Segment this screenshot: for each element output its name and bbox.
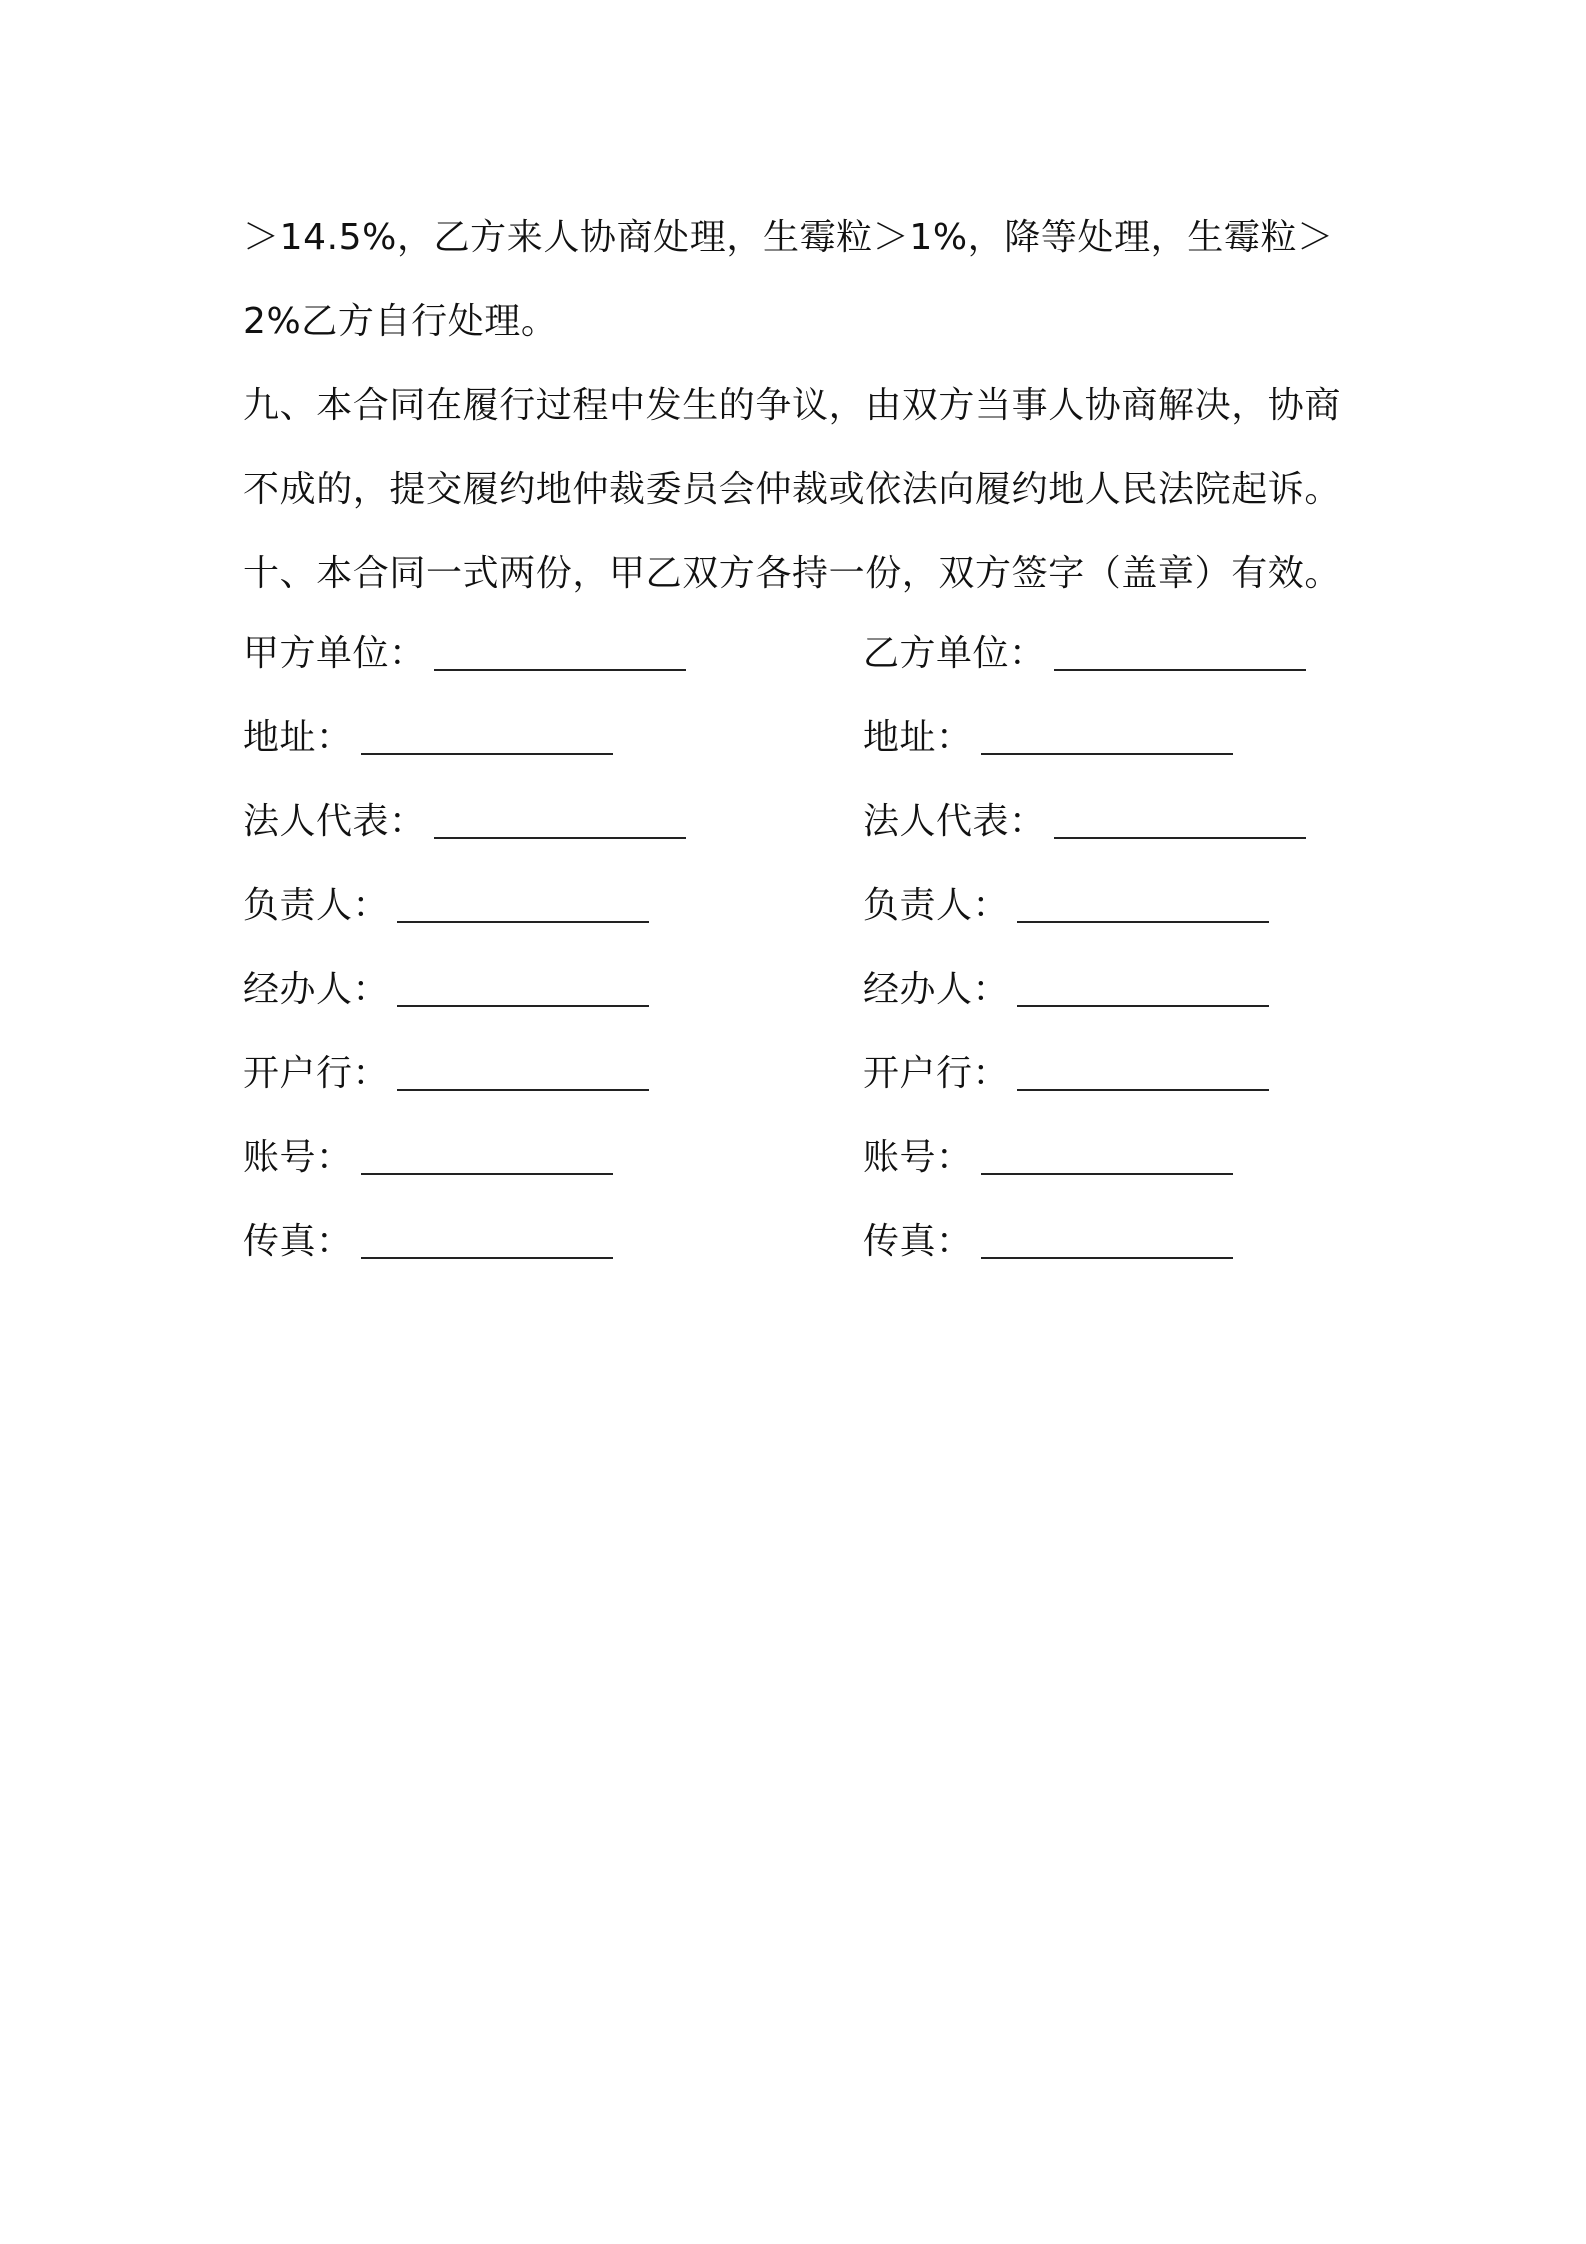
party-a-bank-blank: [397, 1045, 649, 1091]
party-b-field: [863, 696, 1358, 780]
party-b-field: [863, 1200, 1358, 1284]
clause-ten: 十、本合同一式两份，甲乙双方各持一份，双方签字（盖章）有效。: [243, 553, 1342, 594]
party-a-person-in-charge-label: 负责人：: [243, 885, 390, 926]
party-b-person-in-charge-label: 负责人：: [863, 885, 1010, 926]
party-a-unit-label: 甲方单位：: [243, 633, 426, 674]
party-a-legal-rep-blank: [434, 793, 686, 839]
party-b-legal-rep-label: 法人代表：: [863, 801, 1046, 842]
party-b-bank-label: 开户行：: [863, 1053, 1010, 1094]
party-a-fax-blank: [361, 1213, 613, 1259]
party-b-account-blank: [981, 1129, 1233, 1175]
signature-row: [243, 696, 1358, 780]
party-b-bank-blank: [1017, 1045, 1269, 1091]
party-b-unit-label: 乙方单位：: [863, 633, 1046, 674]
party-b-field: [863, 864, 1358, 948]
party-a-field: [243, 612, 863, 696]
party-a-account-blank: [361, 1129, 613, 1175]
party-a-bank-label: 开户行：: [243, 1053, 390, 1094]
clause-line-2: 2%乙方自行处理。: [243, 301, 558, 342]
party-b-handler-label: 经办人：: [863, 969, 1010, 1010]
party-b-legal-rep-blank: [1054, 793, 1306, 839]
party-b-address-blank: [981, 709, 1233, 755]
party-a-unit-blank: [434, 625, 686, 671]
party-b-person-in-charge-blank: [1017, 877, 1269, 923]
party-a-fax-label: 传真：: [243, 1221, 353, 1262]
signature-row: [243, 612, 1358, 696]
party-b-field: [863, 948, 1358, 1032]
party-a-address-label: 地址：: [243, 717, 353, 758]
party-a-account-label: 账号：: [243, 1137, 353, 1178]
party-a-address-blank: [361, 709, 613, 755]
signature-row: [243, 1200, 1358, 1284]
party-b-fax-blank: [981, 1213, 1233, 1259]
signature-row: [243, 1116, 1358, 1200]
party-a-field: [243, 1032, 863, 1116]
party-b-handler-blank: [1017, 961, 1269, 1007]
party-b-unit-blank: [1054, 625, 1306, 671]
party-b-field: [863, 780, 1358, 864]
party-a-field: [243, 864, 863, 948]
party-a-person-in-charge-blank: [397, 877, 649, 923]
signature-row: [243, 1032, 1358, 1116]
signature-block: [243, 612, 1358, 1284]
signature-row: [243, 780, 1358, 864]
signature-row: [243, 948, 1358, 1032]
party-b-address-label: 地址：: [863, 717, 973, 758]
clause-nine-line-2: 不成的，提交履约地仲裁委员会仲裁或依法向履约地人民法院起诉。: [243, 469, 1342, 510]
party-a-field: [243, 948, 863, 1032]
party-a-field: [243, 780, 863, 864]
signature-row: [243, 864, 1358, 948]
clause-nine-line-1: 九、本合同在履行过程中发生的争议，由双方当事人协商解决，协商: [243, 385, 1342, 426]
party-b-fax-label: 传真：: [863, 1221, 973, 1262]
party-a-handler-label: 经办人：: [243, 969, 390, 1010]
party-b-field: [863, 1116, 1358, 1200]
party-b-account-label: 账号：: [863, 1137, 973, 1178]
party-a-handler-blank: [397, 961, 649, 1007]
party-b-field: [863, 1032, 1358, 1116]
party-a-field: [243, 1200, 863, 1284]
party-a-legal-rep-label: 法人代表：: [243, 801, 426, 842]
party-a-field: [243, 696, 863, 780]
clause-line-1: ＞14.5%，乙方来人协商处理，生霉粒＞1%，降等处理，生霉粒＞: [243, 217, 1334, 258]
party-a-field: [243, 1116, 863, 1200]
contract-body: [243, 196, 1358, 616]
party-b-field: [863, 612, 1358, 696]
